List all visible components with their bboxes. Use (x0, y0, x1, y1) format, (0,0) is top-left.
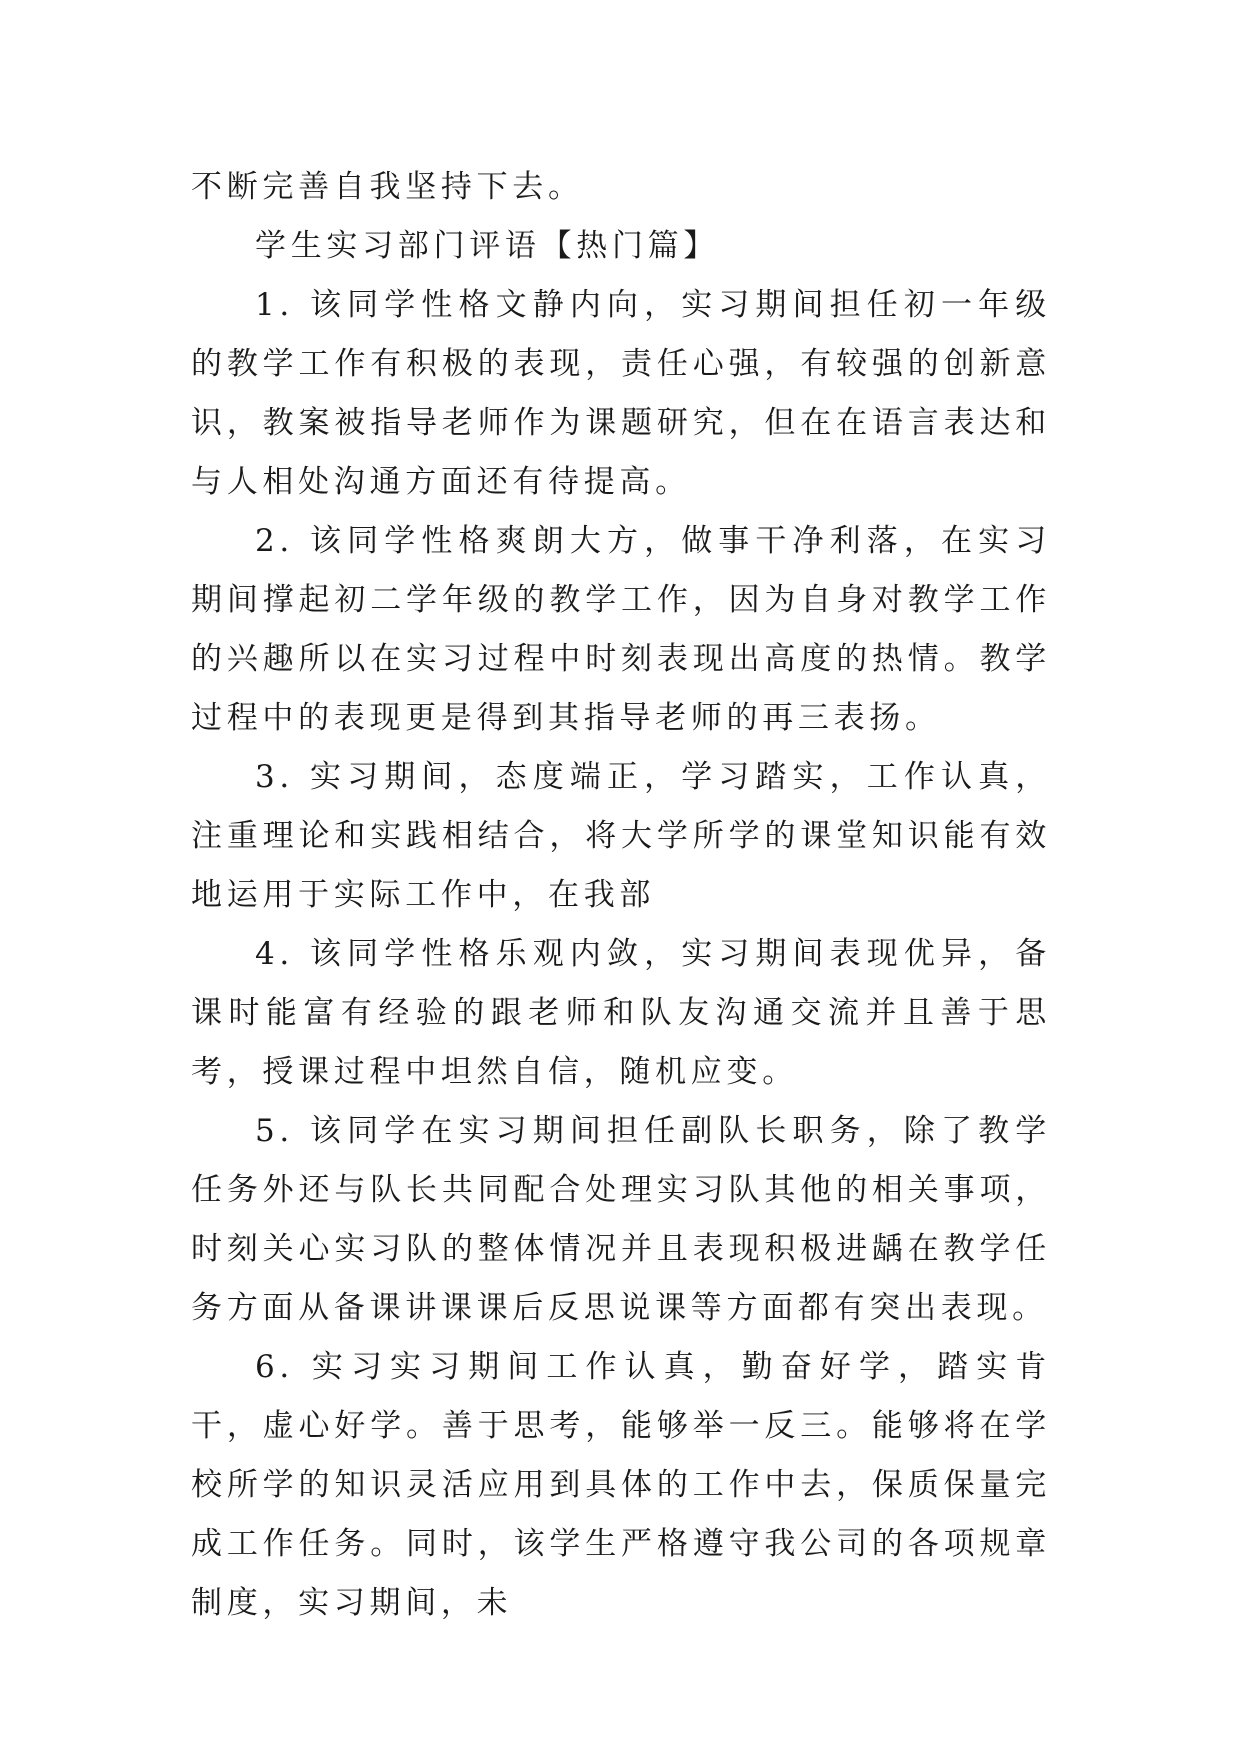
paragraph-item-2: 2. 该同学性格爽朗大方，做事干净利落，在实习期间撑起初二学年级的教学工作，因为自身对教学工作的兴趣所以在实习过程中时刻表现出高度的热情。教学过程中的表现更是得到其指导老师的再三表扬。 (191, 523, 1051, 736)
paragraph-item-4: 4. 该同学性格乐观内敛，实习期间表现优异，备课时能富有经验的跟老师和队友沟通交流并且善于思考，授课过程中坦然自信，随机应变。 (191, 936, 1051, 1090)
document-body (191, 158, 1051, 1633)
paragraph-item-6: 6. 实习实习期间工作认真，勤奋好学，踏实肯干，虚心好学。善于思考，能够举一反三。能够将在学校所学的知识灵活应用到具体的工作中去，保质保量完成工作任务。同时，该学生严格遵守我公司的各项规章制度，实习期间，未 (191, 1349, 1051, 1621)
paragraph-item-3: 3. 实习期间，态度端正，学习踏实，工作认真，注重理论和实践相结合，将大学所学的课堂知识能有效地运用于实际工作中，在我部 (191, 759, 1051, 913)
paragraph-item-5: 5. 该同学在实习期间担任副队长职务，除了教学任务外还与队长共同配合处理实习队其他的相关事项，时刻关心实习队的整体情况并且表现积极进龋在教学任务方面从备课讲课课后反思说课等方面都有突出表现。 (191, 1113, 1051, 1326)
paragraph-continuation: 不断完善自我坚持下去。 (191, 169, 584, 205)
section-heading: 学生实习部门评语【热门篇】 (255, 228, 720, 264)
paragraph-item-1: 1. 该同学性格文静内向，实习期间担任初一年级的教学工作有积极的表现，责任心强，有较强的创新意识，教案被指导老师作为课题研究，但在在语言表达和与人相处沟通方面还有待提高。 (191, 287, 1051, 500)
